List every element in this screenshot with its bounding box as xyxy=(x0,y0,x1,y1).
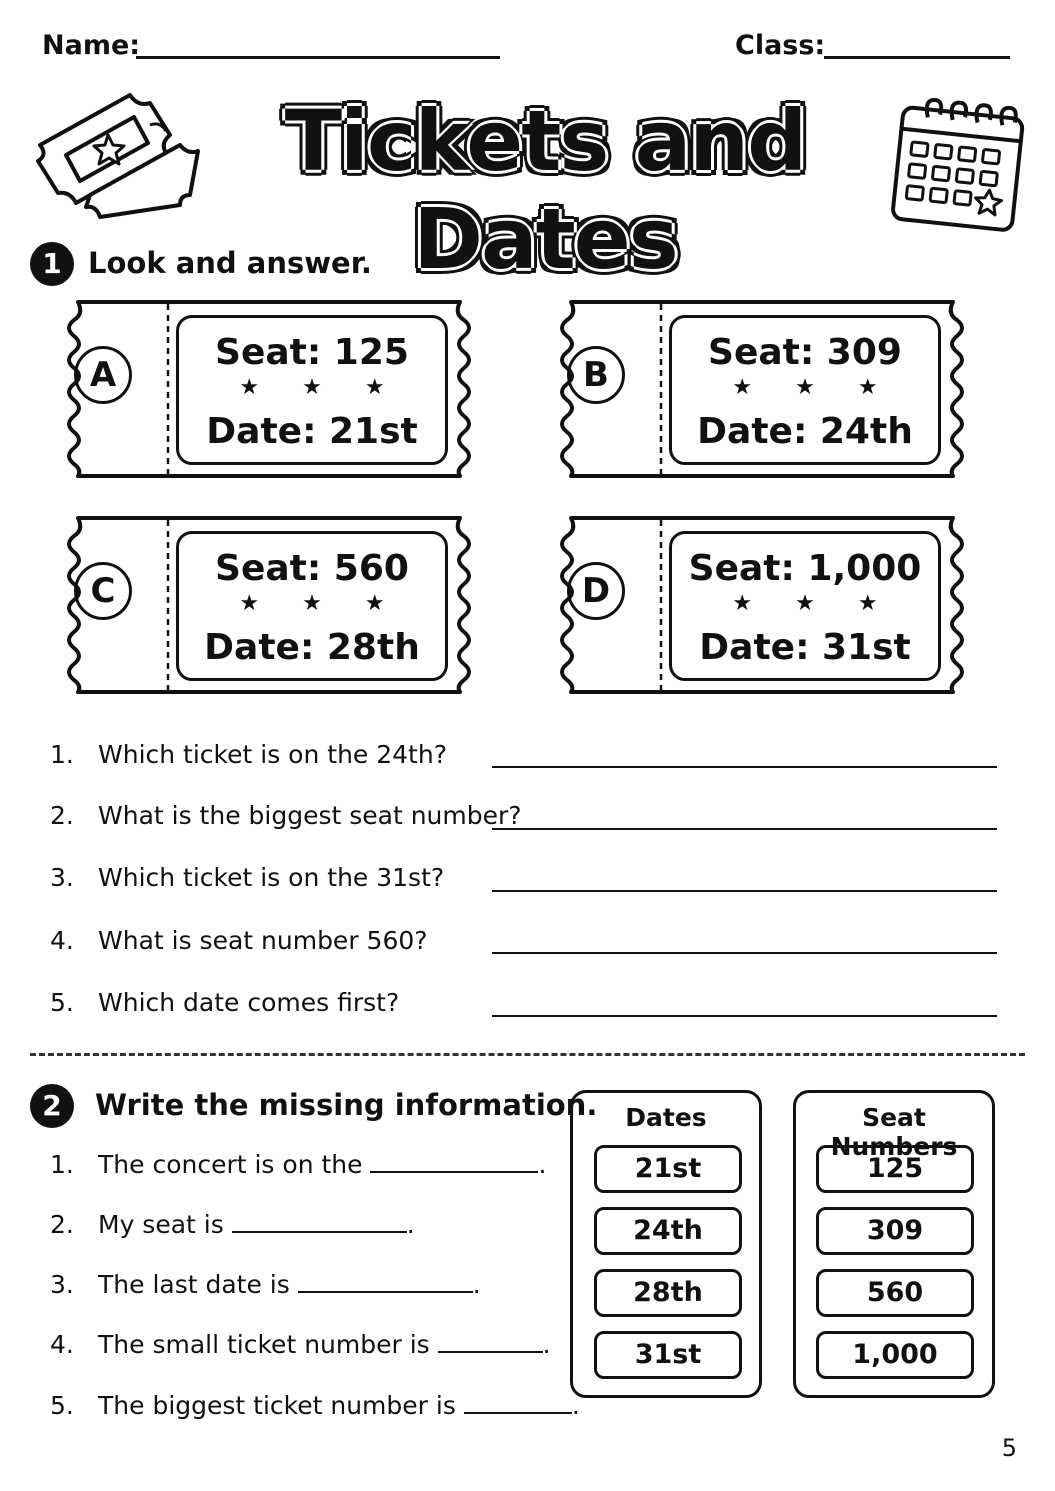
question-1-text: Which ticket is on the 24th? xyxy=(98,740,447,769)
sentence-5-number: 5. xyxy=(50,1391,74,1420)
tickets-star-icon xyxy=(30,85,200,220)
class-line[interactable] xyxy=(824,56,1010,59)
sentence-text: The small ticket number is xyxy=(98,1330,430,1359)
ticket-seat: Seat: 309 xyxy=(708,332,902,373)
question-2-text: What is the biggest seat number? xyxy=(98,801,522,830)
seats-box-title: Seat Numbers xyxy=(830,1103,958,1161)
ticket-date: Date: 24th xyxy=(697,411,913,452)
calendar-star-icon xyxy=(888,95,1033,235)
sentence-text: My seat is xyxy=(98,1210,224,1239)
sentence-4-number: 4. xyxy=(50,1330,74,1359)
question-1-number: 1. xyxy=(50,740,74,769)
answer-line-1[interactable] xyxy=(492,766,997,768)
page-number: 5 xyxy=(1001,1434,1017,1462)
section-divider xyxy=(30,1053,1025,1056)
sentence-3-number: 3. xyxy=(50,1270,74,1299)
ticket-stars: ★ ★ ★ xyxy=(732,375,896,400)
question-2-number: 2. xyxy=(50,801,74,830)
blank-field[interactable] xyxy=(438,1335,543,1353)
ticket-stars: ★ ★ ★ xyxy=(239,375,403,400)
ticket-d xyxy=(541,514,983,696)
sentence-end: . xyxy=(571,1391,580,1420)
question-5-text: Which date comes first? xyxy=(98,988,400,1017)
ticket-date: Date: 28th xyxy=(204,627,420,668)
blank-field[interactable] xyxy=(370,1155,538,1173)
sentence-text: The concert is on the xyxy=(98,1150,363,1179)
dates-word-box xyxy=(570,1090,762,1398)
sentence-end: . xyxy=(538,1150,547,1179)
date-chip: 28th xyxy=(594,1269,742,1317)
question-5-number: 5. xyxy=(50,988,74,1017)
question-4-number: 4. xyxy=(50,926,74,955)
blank-field[interactable] xyxy=(298,1275,473,1293)
section-2-number: 2 xyxy=(30,1084,74,1128)
sentence-text: The biggest ticket number is xyxy=(98,1391,456,1420)
answer-line-5[interactable] xyxy=(492,1015,997,1017)
ticket-info xyxy=(669,315,941,465)
ticket-letter: B xyxy=(567,346,625,404)
section-1-number: 1 xyxy=(30,242,74,286)
sentence-3 xyxy=(98,1270,481,1299)
ticket-date: Date: 31st xyxy=(699,627,911,668)
answer-line-3[interactable] xyxy=(492,890,997,892)
seat-chip: 125 xyxy=(816,1145,974,1193)
question-4-text: What is seat number 560? xyxy=(98,926,428,955)
seat-chip: 560 xyxy=(816,1269,974,1317)
answer-line-4[interactable] xyxy=(492,952,997,954)
dates-box-title: Dates xyxy=(625,1103,707,1132)
sentence-4 xyxy=(98,1330,551,1359)
question-3-number: 3. xyxy=(50,863,74,892)
ticket-c xyxy=(48,514,490,696)
page-title: Tickets and Dates xyxy=(284,92,806,288)
section-1-title: Look and answer. xyxy=(88,246,372,280)
ticket-b xyxy=(541,298,983,480)
sentence-1 xyxy=(98,1150,546,1179)
seat-numbers-word-box xyxy=(793,1090,995,1398)
sentence-5 xyxy=(98,1391,580,1420)
sentence-end: . xyxy=(472,1270,481,1299)
sentence-text: The last date is xyxy=(98,1270,290,1299)
question-3-text: Which ticket is on the 31st? xyxy=(98,863,445,892)
section-2-title: Write the missing information. xyxy=(95,1088,598,1122)
ticket-letter: A xyxy=(74,346,132,404)
ticket-info xyxy=(176,315,448,465)
ticket-letter: C xyxy=(74,562,132,620)
ticket-info xyxy=(669,531,941,681)
sentence-2-number: 2. xyxy=(50,1210,74,1239)
date-chip: 24th xyxy=(594,1207,742,1255)
seat-chip: 309 xyxy=(816,1207,974,1255)
ticket-stars: ★ ★ ★ xyxy=(732,591,896,616)
sentence-1-number: 1. xyxy=(50,1150,74,1179)
seat-chip: 1,000 xyxy=(816,1331,974,1379)
name-label: Name: xyxy=(42,30,141,61)
answer-line-2[interactable] xyxy=(492,828,997,830)
ticket-letter: D xyxy=(567,562,625,620)
ticket-seat: Seat: 1,000 xyxy=(688,548,922,589)
ticket-date: Date: 21st xyxy=(206,411,418,452)
class-label: Class: xyxy=(735,30,826,61)
ticket-a xyxy=(48,298,490,480)
date-chip: 21st xyxy=(594,1145,742,1193)
sentence-end: . xyxy=(542,1330,551,1359)
ticket-seat: Seat: 125 xyxy=(215,332,409,373)
date-chip: 31st xyxy=(594,1331,742,1379)
sentence-2 xyxy=(98,1210,415,1239)
ticket-stars: ★ ★ ★ xyxy=(239,591,403,616)
blank-field[interactable] xyxy=(232,1215,407,1233)
ticket-seat: Seat: 560 xyxy=(215,548,409,589)
ticket-info xyxy=(176,531,448,681)
blank-field[interactable] xyxy=(464,1396,572,1414)
name-line[interactable] xyxy=(136,56,500,59)
sentence-end: . xyxy=(406,1210,415,1239)
